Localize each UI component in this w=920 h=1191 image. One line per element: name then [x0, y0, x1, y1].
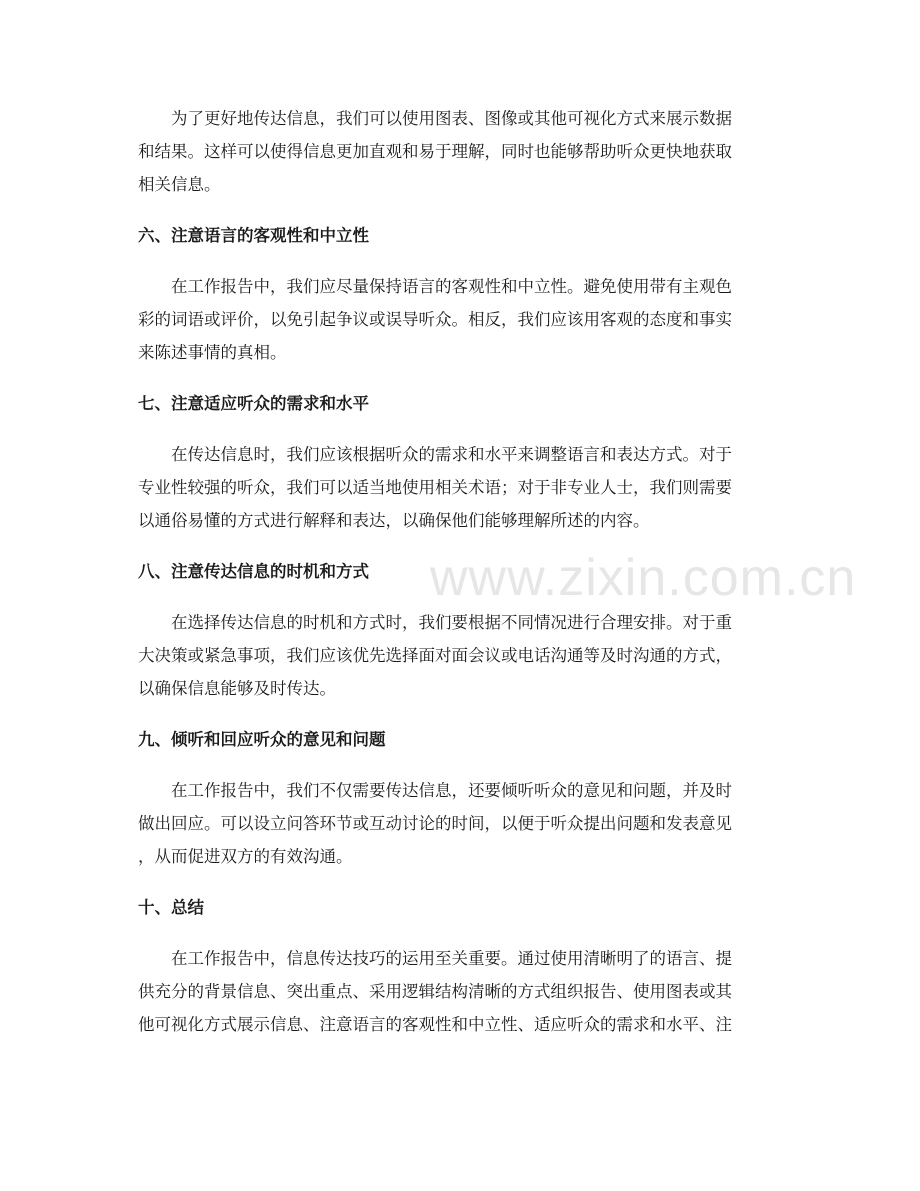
paragraph-line: 以通俗易懂的方式进行解释和表达，以确保他们能够理解所述的内容。 — [138, 511, 650, 530]
paragraph-line: 专业性较强的听众，我们可以适当地使用相关术语；对于非专业人士，我们则需要 — [138, 478, 732, 497]
section-heading: 七、注意适应听众的需求和水平 — [138, 394, 369, 413]
paragraph-line: 供充分的背景信息、突出重点、采用逻辑结构清晰的方式组织报告、使用图表或其 — [138, 982, 732, 1001]
paragraph-line: 和结果。这样可以使得信息更加直观和易于理解，同时也能够帮助听众更快地获取 — [138, 142, 732, 161]
paragraph-line: 在工作报告中，我们不仅需要传达信息，还要倾听听众的意见和问题，并及时 — [171, 781, 732, 800]
paragraph-line: 相关信息。 — [138, 175, 221, 194]
paragraph — [138, 270, 786, 369]
paragraph — [138, 102, 786, 201]
paragraph-line: ，从而促进双方的有效沟通。 — [138, 847, 353, 866]
paragraph-line: 彩的词语或评价，以免引起争议或误导听众。相反，我们应该用客观的态度和事实 — [138, 310, 732, 329]
paragraph — [138, 774, 786, 873]
section-heading: 十、总结 — [138, 898, 204, 917]
section-heading: 八、注意传达信息的时机和方式 — [138, 562, 369, 581]
paragraph — [138, 942, 786, 1041]
watermark: www.zixin.com.cn — [430, 549, 857, 607]
paragraph-line: 为了更好地传达信息，我们可以使用图表、图像或其他可视化方式来展示数据 — [171, 109, 732, 128]
paragraph-line: 在工作报告中，信息传达技巧的运用至关重要。通过使用清晰明了的语言、提 — [171, 949, 732, 968]
paragraph-line: 以确保信息能够及时传达。 — [138, 679, 336, 698]
paragraph-line: 做出回应。可以设立问答环节或互动讨论的时间，以便于听众提出问题和发表意见 — [138, 814, 732, 833]
paragraph-line: 他可视化方式展示信息、注意语言的客观性和中立性、适应听众的需求和水平、注 — [138, 1015, 732, 1034]
paragraph-line: 在工作报告中，我们应尽量保持语言的客观性和中立性。避免使用带有主观色 — [171, 277, 732, 296]
paragraph-line: 在选择传达信息的时机和方式时，我们要根据不同情况进行合理安排。对于重 — [171, 613, 732, 632]
section-heading: 六、注意语言的客观性和中立性 — [138, 226, 369, 245]
paragraph-line: 在传达信息时，我们应该根据听众的需求和水平来调整语言和表达方式。对于 — [171, 445, 732, 464]
paragraph — [138, 438, 786, 537]
section-heading: 九、倾听和回应听众的意见和问题 — [138, 730, 386, 749]
paragraph-line: 来陈述事情的真相。 — [138, 343, 287, 362]
paragraph — [138, 606, 786, 705]
paragraph-line: 大决策或紧急事项，我们应该优先选择面对面会议或电话沟通等及时沟通的方式， — [138, 646, 732, 665]
